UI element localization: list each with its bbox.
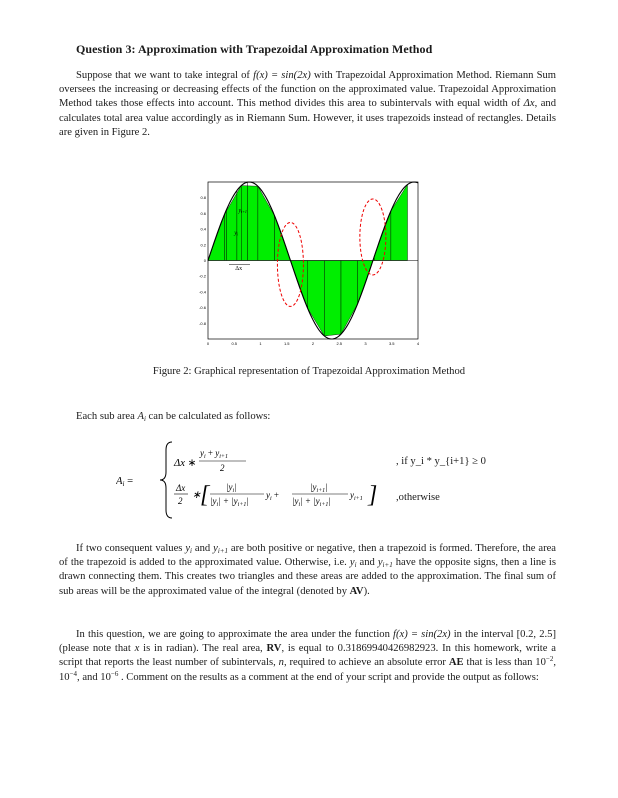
y-tick-label: -0.6 bbox=[199, 305, 206, 311]
question-heading: Question 3: Approximation with Trapezoidal Approximation Method bbox=[76, 42, 433, 56]
case2-yi1: $y_{i+1}$ bbox=[350, 490, 363, 502]
case2-condition: ,otherwise bbox=[396, 492, 440, 503]
trapezoid-segment bbox=[324, 261, 341, 336]
case2-dx-den: 2 bbox=[178, 496, 183, 506]
case1-dx: Δx ∗ bbox=[174, 458, 197, 469]
case1-condition: , if y_i * y_{i+1} ≥ 0 bbox=[396, 456, 486, 467]
case2-frac2-num: $|y_{i+1}|$ bbox=[310, 482, 328, 494]
trapezoid-figure bbox=[194, 177, 424, 349]
label-yi-plus-1: yi+1 bbox=[238, 207, 247, 214]
case2-dx-num: Δx bbox=[176, 483, 186, 493]
formula-brace bbox=[160, 442, 172, 518]
sign-paragraph: If two consequent values $y_i$ and $y_{i+1}$ are both positive or negative, then a trapezoid is formed. Therefore, the area of the trapezoid is added to the approximated value. Otherwise, i.e. $y_i$ and $y_{i+1}$ have the opposite signs, then a line is drawn connecting them. This creates two triangles and these areas are added to the approximation. The final sum of sub areas will be the approximated value of the integral (denoted by AV). bbox=[59, 543, 557, 597]
formula-lead-text: Each sub area $A_i$ can be calculated as follows: bbox=[76, 411, 271, 423]
trapezoid-plot bbox=[194, 177, 424, 349]
x-tick-label: 1.5 bbox=[283, 341, 290, 346]
y-tick-labels bbox=[199, 195, 207, 326]
y-tick-label: 0.4 bbox=[200, 226, 206, 232]
case2-frac1-den: $|y_i| + |y_{i+1}|$ bbox=[210, 496, 249, 508]
task-paragraph: In this question, we are going to approximate the area under the function f(x) = sin(2x) in the interval [0.2, 2.5] (please note that x is in radian). The real area, RV, is equal to 0.31869940426982923. In this homework, write a script that reports the least number of subintervals, n, required to achieve an absolute error AE that is less than $10^{-2}$, $10^{-4}$, and $10^{-6}$ . Comment on the results as a comment at the end of your script and provide the output as follows: bbox=[59, 629, 556, 683]
intro-paragraph: Suppose that we want to take integral of f(x) = sin(2x) with Trapezoidal Approximation Method. Riemann Sum oversees the increasing or decreasing effects of the function on the approximated value. Trapezoidal Approximation Method takes those effects into account. This method divides this area to subintervals with equal width of Δx, and calculates total area value accordingly as in Riemann Sum. However, it uses trapezoids instead of rectangles. Details are given in Figure 2. bbox=[59, 70, 556, 138]
y-tick-label: 0 bbox=[203, 258, 206, 263]
y-tick-label: -0.8 bbox=[199, 320, 206, 326]
formula-lhs: Ai = bbox=[116, 476, 134, 488]
y-tick-label: 0.8 bbox=[200, 195, 206, 201]
case2-left-bracket: [ bbox=[200, 482, 210, 508]
case2-yi: $y_i$ + bbox=[266, 490, 279, 502]
area-formula-svg bbox=[116, 438, 516, 522]
label-delta-x: Δx bbox=[235, 265, 243, 272]
case2-frac1-num: $|y_i|$ bbox=[226, 482, 237, 494]
x-tick-label: 1 bbox=[259, 341, 262, 346]
trapezoid-segment bbox=[391, 185, 408, 261]
x-tick-label: 2.5 bbox=[336, 341, 343, 346]
y-tick-label: -0.4 bbox=[199, 289, 206, 295]
label-yi: yi bbox=[234, 230, 239, 237]
x-tick-labels bbox=[207, 341, 420, 346]
x-tick-label: 0.5 bbox=[231, 341, 238, 346]
figure-caption: Figure 2: Graphical representation of Trapezoidal Approximation Method bbox=[152, 366, 466, 377]
case2-right-bracket: ] bbox=[368, 482, 378, 508]
x-tick-label: 3.5 bbox=[388, 341, 395, 346]
y-tick-label: 0.2 bbox=[200, 242, 206, 248]
y-tick-label: 0.6 bbox=[200, 210, 206, 216]
case1-numerator: $y_i + y_{i+1}$ bbox=[200, 448, 228, 460]
x-tick-label: 3 bbox=[364, 341, 367, 346]
y-tick-label: -0.2 bbox=[199, 273, 206, 279]
trapezoid-segment bbox=[241, 186, 258, 261]
case2-frac2-den: $|y_i| + |y_{i+1}|$ bbox=[292, 496, 331, 508]
area-formula bbox=[116, 438, 516, 522]
case2-star: ∗ bbox=[192, 490, 201, 501]
case1-denominator: 2 bbox=[220, 463, 225, 473]
x-tick-label: 4 bbox=[416, 341, 420, 346]
x-tick-label: 2 bbox=[311, 341, 315, 346]
x-tick-label: 0 bbox=[206, 341, 210, 346]
